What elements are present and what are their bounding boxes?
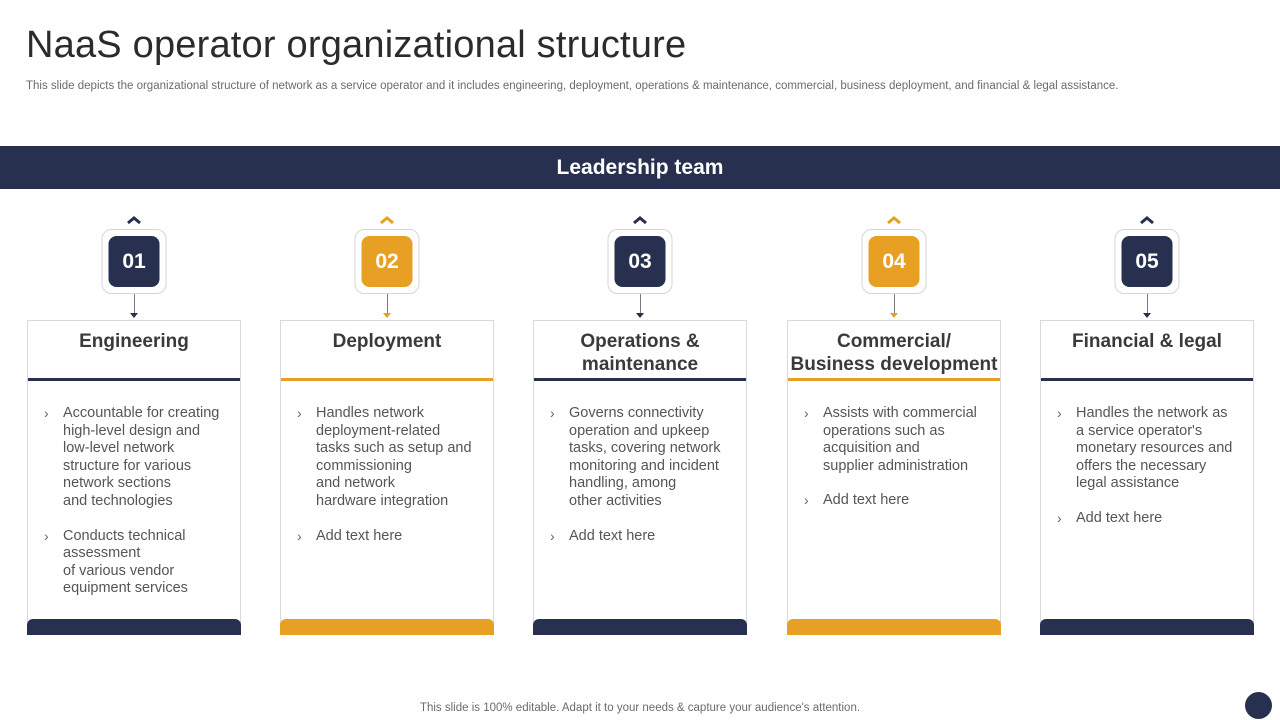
chevron-right-icon: ›	[1057, 509, 1062, 526]
department-title: Engineering	[79, 331, 189, 352]
department-card	[533, 320, 747, 635]
page-title: NaaS operator organizational structure	[26, 24, 687, 66]
number-badge	[608, 229, 673, 294]
number-badge-fill	[869, 236, 920, 287]
bullet-item	[297, 405, 481, 511]
bullet-text: Handles the network as a service operator's monetary resources and offers the necessary legal assistance	[1076, 405, 1233, 492]
department-card	[280, 320, 494, 635]
footer-note: This slide is 100% editable. Adapt it to your needs & capture your audience's attention.	[419, 702, 861, 714]
chevron-up-icon	[379, 215, 395, 225]
chevron-up-icon	[886, 215, 902, 225]
department-title: Commercial/ Business development	[790, 331, 998, 375]
bullet-item	[804, 492, 988, 510]
number-badge	[355, 229, 420, 294]
card-footer-bar	[533, 619, 747, 635]
department-column	[27, 210, 241, 635]
card-footer-bar	[280, 619, 494, 635]
department-column	[1040, 210, 1254, 635]
bullet-item	[44, 528, 228, 598]
department-bullets	[534, 381, 746, 545]
badge-number: 02	[375, 249, 399, 273]
number-badge	[1115, 229, 1180, 294]
bullet-item	[804, 405, 988, 475]
card-footer-bar	[27, 619, 241, 635]
bullet-text: Add text here	[316, 527, 403, 544]
bullet-text: Add text here	[823, 492, 910, 509]
department-bullets	[1041, 381, 1253, 528]
department-title: Deployment	[332, 331, 442, 352]
bullet-item	[44, 405, 228, 511]
chevron-right-icon: ›	[550, 527, 555, 544]
chevron-up-icon	[632, 215, 648, 225]
bullet-item	[550, 405, 734, 511]
department-bullets	[28, 381, 240, 598]
badge-number: 04	[882, 249, 906, 273]
chevron-right-icon: ›	[44, 405, 49, 421]
card-footer-bar	[787, 619, 1001, 635]
number-badge-fill	[615, 236, 666, 287]
bullet-text: Add text here	[569, 527, 656, 544]
badge-number: 03	[628, 249, 652, 273]
chevron-right-icon: ›	[804, 405, 809, 421]
arrow-down-icon	[1143, 313, 1151, 318]
number-badge-fill	[109, 236, 160, 287]
bullet-item	[550, 528, 734, 546]
chevron-right-icon: ›	[1057, 405, 1062, 421]
bullet-text: Add text here	[1076, 509, 1163, 526]
leadership-team-label: Leadership team	[556, 155, 724, 179]
department-card	[27, 320, 241, 635]
arrow-down-icon	[383, 313, 391, 318]
chevron-up-icon	[1139, 215, 1155, 225]
bullet-text: Conducts technical assessment of various vendor equipment services	[63, 527, 188, 597]
arrow-down-icon	[890, 313, 898, 318]
badge-number: 05	[1135, 249, 1159, 273]
chevron-right-icon: ›	[297, 405, 302, 421]
badge-number: 01	[122, 249, 146, 273]
card-footer-bar	[1040, 619, 1254, 635]
chevron-right-icon: ›	[550, 405, 555, 421]
department-bullets	[788, 381, 1000, 510]
number-badge-fill	[362, 236, 413, 287]
department-column	[787, 210, 1001, 635]
department-card	[1040, 320, 1254, 635]
arrow-down-icon	[636, 313, 644, 318]
department-card	[787, 320, 1001, 635]
chevron-right-icon: ›	[297, 527, 302, 544]
bullet-item	[1057, 510, 1241, 528]
bullet-text: Assists with commercial operations such as acquisition and supplier administration	[823, 405, 977, 474]
chevron-right-icon: ›	[804, 492, 809, 509]
bullet-text: Accountable for creating high-level design and low-level network structure for various network sections and technologies	[63, 405, 220, 509]
chevron-up-icon	[126, 215, 142, 225]
leadership-team-bar	[0, 146, 1280, 189]
arrow-down-icon	[130, 313, 138, 318]
department-column	[280, 210, 494, 635]
number-badge-fill	[1122, 236, 1173, 287]
department-title: Financial & legal	[1072, 331, 1222, 352]
number-badge	[102, 229, 167, 294]
number-badge	[862, 229, 927, 294]
bullet-item	[1057, 405, 1241, 493]
corner-dot-icon	[1245, 692, 1272, 719]
page-subtitle: This slide depicts the organizational structure of network as a service operator and it includes engineering, deployment, operations & maintenance, commercial, business deployment, and financial & legal assistance.	[26, 80, 1119, 92]
department-bullets	[281, 381, 493, 545]
department-column	[533, 210, 747, 635]
bullet-text: Handles network deployment-related tasks such as setup and commissioning and network hardware integration	[316, 405, 472, 509]
department-title: Operations & maintenance	[580, 331, 700, 375]
chevron-right-icon: ›	[44, 527, 49, 544]
bullet-item	[297, 528, 481, 546]
bullet-text: Governs connectivity operation and upkeep tasks, covering network monitoring and incident handling, among other activities	[569, 405, 721, 509]
